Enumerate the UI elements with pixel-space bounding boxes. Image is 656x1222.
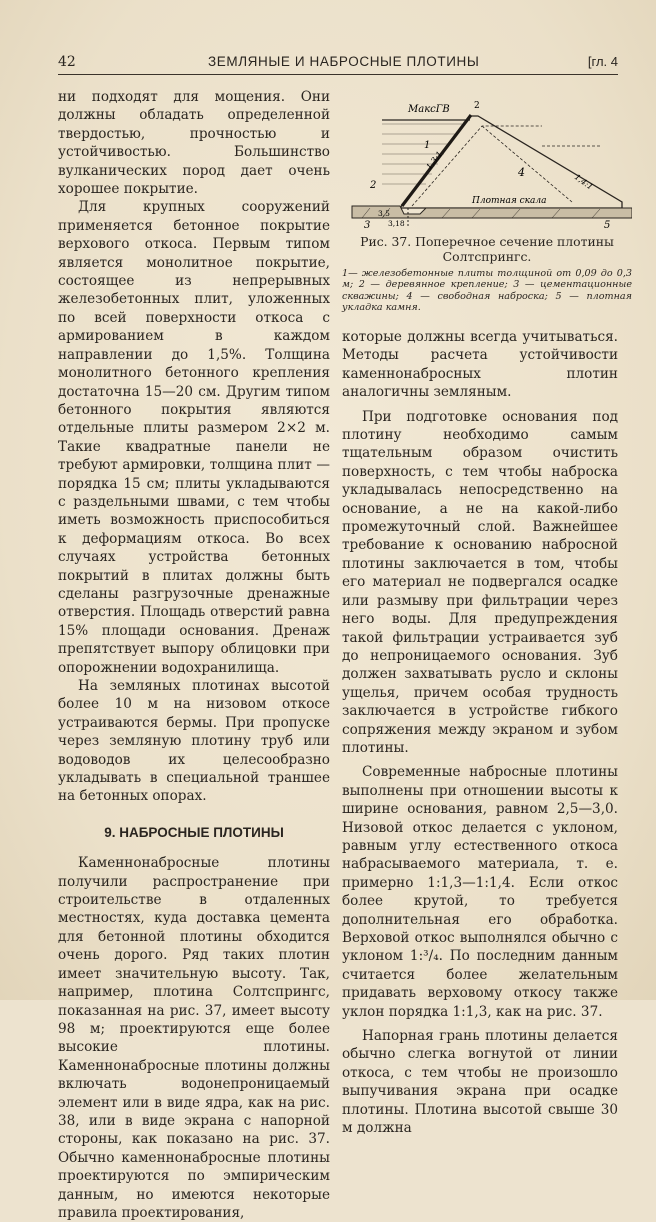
running-header — [58, 52, 618, 75]
paragraph: которые должны всегда учитываться. Методы расчета устойчивости каменнонабросных плотин аналогичны земляным. — [342, 329, 618, 401]
label-1: 1 — [424, 140, 431, 151]
label-5: 5 — [604, 220, 611, 230]
chapter-marker: [гл. 4 — [587, 54, 618, 69]
figure-legend: 1— железобетонные плиты толщиной от 0,09 до 0,3 м; 2 — деревянное крепление; 3 — цементационные скважины; 4 — свободная наброска; 5 — плотная укладка камня. — [342, 268, 632, 314]
dimension-label: 3,18 — [388, 219, 405, 228]
paragraph: Каменнонабросные плотины получили распространение при строительстве в отдаленных местностях, куда доставка цемента для бетонной плотины обходится очень дорого. Ряд таких плотин имеет значительную высоту. Так, например, плотина Солтспрингс, показанная на рис. 37, имеет высоту 98 м; проектируются еще более высокие плотины. Каменнонабросные плотины должны включать водонепроницаемый элемент или в виде ядра, как на рис. 38, или в виде экрана с напорной стороны, как показано на рис. 37. Обычно каменнонабросные плотины проектируются по эмпирическим данным, но имеются некоторые правила проектирования, — [58, 855, 330, 1221]
rock-foundation — [352, 206, 632, 218]
left-column — [58, 88, 330, 1222]
downstream-slope-label: 1,4:1 — [572, 172, 595, 192]
reservoir-water — [382, 124, 462, 184]
figure-caption: Рис. 37. Поперечное сечение плотины Солтспрингс. — [360, 234, 614, 264]
paragraph: ни подходят для мощения. Они должны обладать определенной твердостью, прочностью и устойчивостью. Большинство вулканических пород дает очень хорошее покрытие. — [58, 89, 330, 198]
label-2: 2 — [370, 180, 377, 191]
max-level-label: МаксГВ — [408, 104, 450, 115]
page-number: 42 — [58, 54, 76, 70]
paragraph: Современные набросные плотины выполнены при отношении высоты к ширине основания, равном 2,5—3,0. Низовой откос делается с уклоном, равным углу естественного откоса набрасываемого материала, т. е. примерно 1:1,3—1:1,4. Если откос более крутой, то требуется дополнительная его обработка. Верховой откос выполнялся обычно с уклоном 1:³/₄. По последним данным считается более желательным придавать верховому откосу также уклон порядка 1:1,3, как на рис. 37. — [342, 764, 618, 1020]
section-heading: 9. НАБРОСНЫЕ ПЛОТИНЫ — [104, 824, 284, 840]
paragraph: Для крупных сооружений применяется бетонное покрытие верхового откоса. Первым типом является монолитное покрытие, состоящее из непрерывных железобетонных плит, уложенных по всей поверхности откоса с армированием в каждом направлении до 1,5%. Толщина монолитного бетонного крепления достаточна 15—20 см. Другим типом бетонного покрытия являются отдельные плиты размером 2×2 м. Такие квадратные панели не требуют армировки, толщина плит — порядка 15 см; плиты укладываются с раздельными швами, с тем чтобы иметь возможность приспособиться к деформациям откоса. Во всех случаях устройства бетонных покрытий в плитах должны быть сделаны разгрузочные дренажные отверстия. Площадь отверстий равна 15% площади основания. Дренаж препятствует выпору облицовки при опорожнении водохранилища. — [58, 199, 330, 676]
paragraph: Напорная грань плотины делается обычно слегка вогнутой от линии откоса, с тем чтобы не произошло выпучивания экрана при осадке плотины. Плотина высотой свыше 30 м должна — [342, 1028, 618, 1137]
paragraph: На земляных плотинах высотой более 10 м на низовом откосе устраиваются бермы. При пропуске через земляную плотину труб или водоводов их целесообразно укладывать в специальной траншее на бетонных опорах. — [58, 678, 330, 805]
label-4: 4 — [518, 166, 525, 179]
paragraph: При подготовке основания под плотину необходимо самым тщательным образом очистить поверхность, с тем чтобы наброска укладывалась непосредственно на основание, а не на какой-либо промежуточный слой. Важнейшее требование к основанию набросной плотины заключается в том, чтобы его материал не подвергался осадке или размыву при фильтрации через него воды. Для предупреждения такой фильтрации устраивается зуб до непроницаемого основания. Зуб должен захватывать русло и склоны ущелья, причем особая трудность заключается в устройстве гибкого сопряжения между экраном и зубом плотины. — [342, 408, 618, 756]
dam-cross-section-diagram — [342, 90, 632, 230]
label-3: 3 — [364, 220, 371, 230]
rock-label: Плотная скала — [472, 196, 547, 206]
dimension-label: 3,5 — [378, 209, 390, 218]
right-column — [342, 328, 618, 1137]
top-label: 2 — [474, 101, 480, 111]
running-title: ЗЕМЛЯНЫЕ И НАБРОСНЫЕ ПЛОТИНЫ — [208, 54, 480, 69]
upstream-slope-label: 1,3:1 — [424, 149, 445, 172]
figure-37 — [342, 90, 632, 314]
